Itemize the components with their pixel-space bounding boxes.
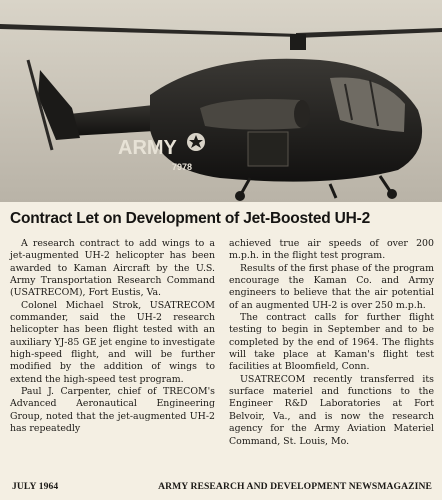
- article-column-right: [229, 238, 434, 472]
- article-column-left: [10, 238, 215, 472]
- helicopter-icon: [0, 0, 442, 202]
- paragraph: Colonel Michael Strok, USATRECOM commander, said the UH-2 research helicopter has been flight tested with an auxiliary YJ-85 GE jet engine to investigate high-speed flight, and will be further modified by the addition of wings to extend the high-speed test program.: [10, 299, 215, 385]
- helicopter-photo: [0, 0, 442, 202]
- paragraph: Results of the first phase of the program encourage the Kaman Co. and Army engineers to believe that the air potential of an augmented UH-2 is over 250 m.p.h.: [229, 262, 434, 311]
- paragraph: Paul J. Carpenter, chief of TRECOM's Advanced Aeronautical Engineering Group, noted that the jet-augmented UH-2 has repeatedly: [10, 386, 215, 435]
- paragraph: A research contract to add wings to a jet-augmented UH-2 helicopter has been awarded to Kaman Aircraft by the U.S. Army Transportation Research Command (USATRECOM), Fort Eustis, Va.: [10, 238, 215, 299]
- paragraph: achieved true air speeds of over 200 m.p.h. in the flight test program.: [229, 238, 434, 262]
- page-footer: [12, 481, 432, 492]
- footer-publication: ARMY RESEARCH AND DEVELOPMENT NEWSMAGAZINE: [158, 481, 432, 492]
- paragraph: The contract calls for further flight testing to begin in September and to be completed by the end of 1964. The flights will take place at Kaman's flight test facilities at Bloomfield, Conn.: [229, 312, 434, 373]
- article-headline: Contract Let on Development of Jet-Boosted UH-2: [10, 210, 371, 227]
- paragraph: USATRECOM recently transferred its surface materiel and functions to the Engineer R&D Laboratories at Fort Belvoir, Va., and is now the research agency for the Army Aviation Materiel Command, St. Louis, Mo.: [229, 373, 434, 447]
- serial-marking: 7978: [172, 162, 193, 172]
- article-body: [10, 238, 434, 472]
- footer-date: JULY 1964: [12, 481, 59, 492]
- army-marking: ARMY: [118, 137, 177, 159]
